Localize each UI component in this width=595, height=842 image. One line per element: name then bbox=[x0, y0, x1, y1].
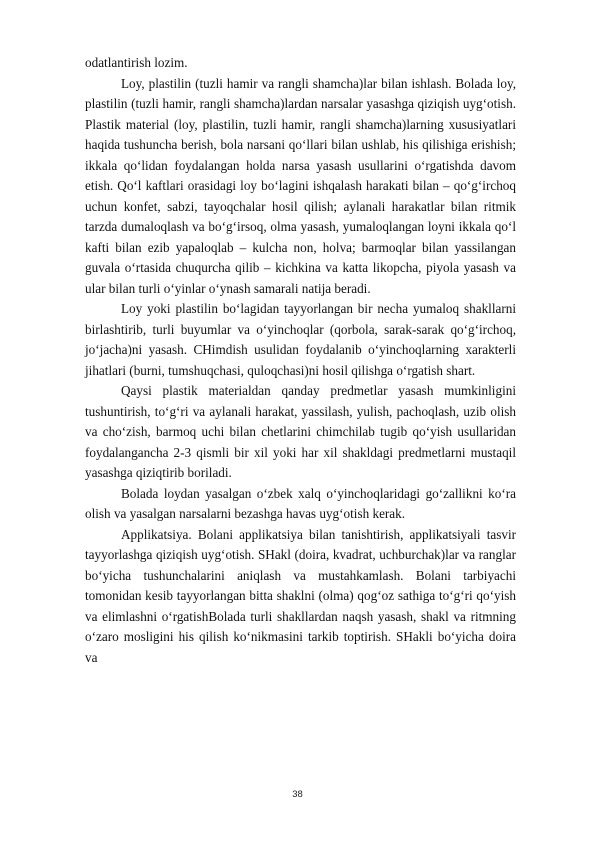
page-body bbox=[85, 53, 516, 668]
paragraph-plastic-materials: Qaysi plastik materialdan qanday predmetlar yasash mumkinligini tushuntirish, to‘g‘ri va aylanali harakat, yassilash, yulish, pachoqlash, uzib olish va cho‘zish, barmoq uchi bilan chetlarini chimchilab tugib qo‘yish usullaridan foydalangancha 2-3 qismli bir xil yoki har xil shakldagi predmetlarni mustaqil yasashga qiziqtirib boriladi. bbox=[85, 383, 516, 480]
paragraph-applique: Applikatsiya. Bolani applikatsiya bilan tanishtirish, applikatsiyali tasvir tayyorlashga qiziqish uyg‘otish. SHakl (doira, kvadrat, uchburchak)lar va ranglar bo‘yicha tushunchalarini aniqlash va mustahkamlash. Bolani tarbiyachi tomonidan kesib tayyorlangan bitta shaklni (olma) qog‘oz sathiga to‘g‘ri qo‘yish va elimlashni o‘rgatishBolada turli shakllardan naqsh yasash, shakl va ritmning o‘zaro mosligini his qilish ko‘nikmasini tarkib toptirish. SHakli bo‘yicha doira va bbox=[85, 526, 516, 665]
paragraph-folk-toys: Bolada loydan yasalgan o‘zbek xalq o‘yinchoqlaridagi go‘zallikni ko‘ra olish va yasalgan narsalarni bezashga havas uyg‘otish kerak. bbox=[85, 485, 516, 521]
paragraph-continuation: odatlantirish lozim. bbox=[85, 55, 188, 70]
paragraph-combining-shapes: Loy yoki plastilin bo‘lagidan tayyorlangan bir necha yumaloq shakllarni birlashtirib, turli buyumlar va o‘yinchoqlar (qorbola, sarak-sarak qo‘g‘irchoq, jo‘jacha)ni yasash. CHimdish usulidan foydalanib o‘yinchoqlarning xarakterli jihatlari (burni, tumshuqchasi, quloqchasi)ni hosil qilishga o‘rgatish shart. bbox=[85, 301, 516, 378]
paragraph-clay-plasticine: Loy, plastilin (tuzli hamir va rangli shamcha)lar bilan ishlash. Bolada loy, plastilin (tuzli hamir, rangli shamcha)lardan narsalar yasashga qiziqish uyg‘otish. Plastik material (loy, plastilin, tuzli hamir, rangli shamcha)larning xususiyatlari haqida tushuncha berish, bola narsani qo‘llari bilan ushlab, his qilishiga erishish; ikkala qo‘lidan foydalangan holda narsa yasash usullarini o‘rgatishda davom etish. Qo‘l kaftlari orasidagi loy bo‘lagini ishqalash harakati bilan – qo‘g‘irchoq uchun konfet, sabzi, tayoqchalar hosil qilish; aylanali harakatlar bilan ritmik tarzda dumaloqlash va bo‘g‘irsoq, olma yasash, yumaloqlangan loyni ikkala qo‘l kafti bilan ezib yapaloqlab – kulcha non, holva; barmoqlar bilan yassilangan guvala o‘rtasida chuqurcha qilib – kichkina va katta likopcha, piyola yasash va ular bilan turli o‘yinlar o‘ynash samarali natija beradi. bbox=[85, 75, 516, 296]
page-number: 38 bbox=[292, 789, 303, 800]
